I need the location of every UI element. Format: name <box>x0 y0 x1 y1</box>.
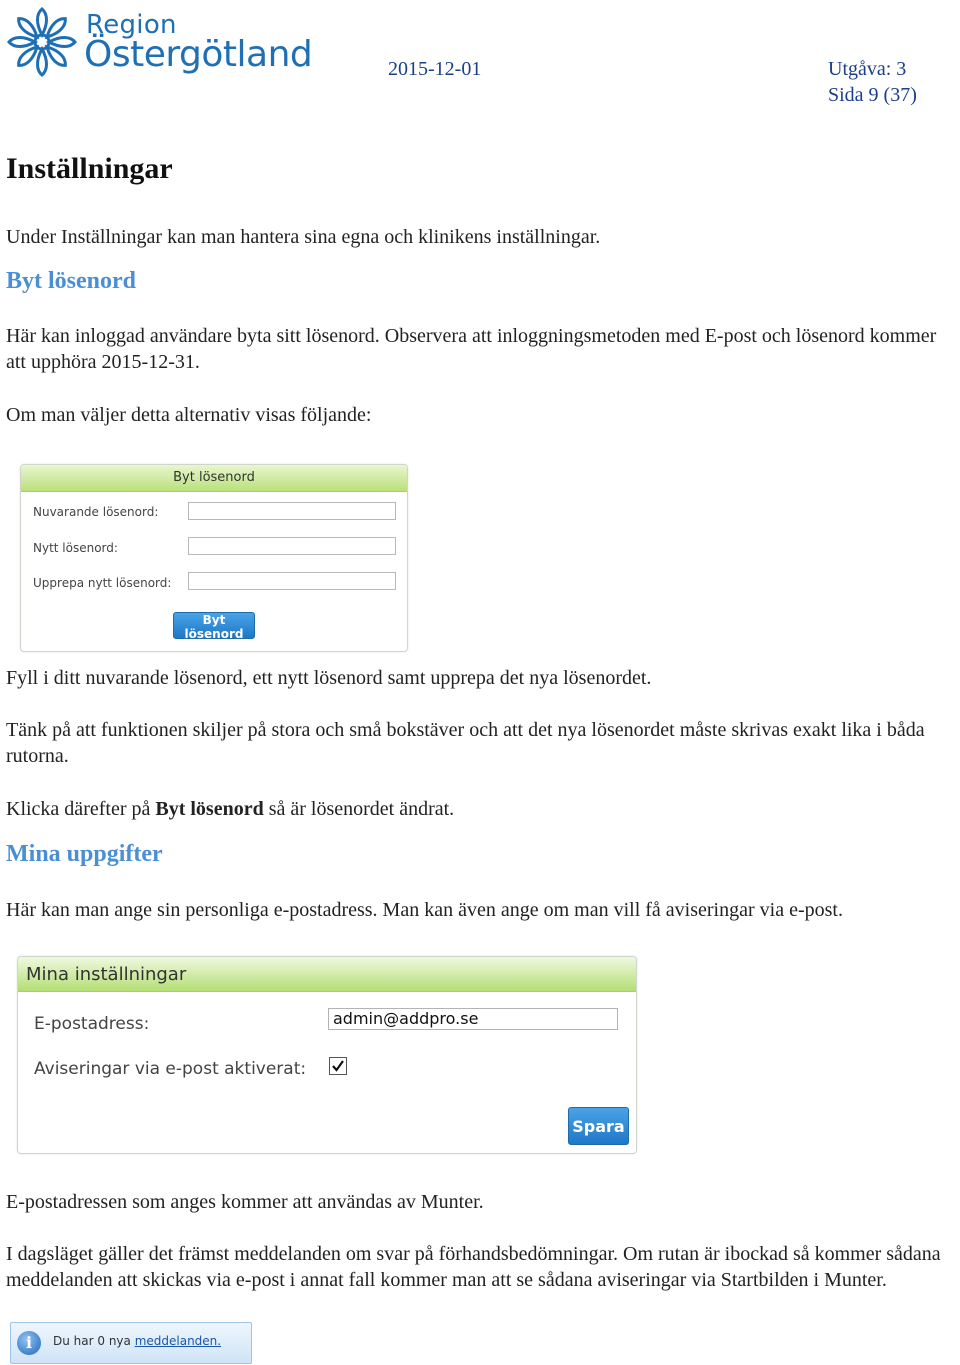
repeat-password-input[interactable] <box>188 572 396 590</box>
doc-date: 2015-12-01 <box>388 58 482 80</box>
repeat-password-label: Upprepa nytt lösenord: <box>33 576 172 590</box>
paragraph-byt-1: Här kan inloggad användare byta sitt lösenord. Observera att inloggningsmetoden med E-post och lösenord kommer att upphöra 2015-12-31. <box>6 325 937 373</box>
paragraph-byt-4: Tänk på att funktionen skiljer på stora och små bokstäver och att det nya lösenordet måste skrivas exakt lika i båda rutorna. <box>6 719 925 767</box>
new-password-input[interactable] <box>188 537 396 555</box>
logo-text-region: Region <box>86 10 177 40</box>
paragraph-byt-5-bold: Byt lösenord <box>155 798 264 820</box>
checkmark-icon <box>330 1058 346 1074</box>
email-label: E-postadress: <box>34 1014 150 1034</box>
notice-text-pre: Du har 0 nya <box>53 1334 135 1348</box>
notify-checkbox[interactable] <box>329 1057 347 1075</box>
my-settings-panel-title: Mina inställningar <box>18 957 636 992</box>
my-settings-panel <box>17 956 637 1154</box>
info-icon: i <box>17 1331 41 1355</box>
current-password-input[interactable] <box>188 502 396 520</box>
messages-link[interactable]: meddelanden. <box>134 1334 222 1348</box>
notify-label: Aviseringar via e-post aktiverat: <box>34 1059 307 1079</box>
doc-page-number: Sida 9 (37) <box>828 84 917 106</box>
paragraph-mina-2: E-postadressen som anges kommer att användas av Munter. <box>6 1191 484 1213</box>
email-input[interactable] <box>328 1008 618 1030</box>
intro-paragraph: Under Inställningar kan man hantera sina egna och klinikens inställningar. <box>6 226 601 248</box>
current-password-label: Nuvarande lösenord: <box>33 505 159 519</box>
new-messages-notice <box>10 1322 252 1364</box>
doc-edition: Utgåva: 3 <box>828 58 907 80</box>
paragraph-mina-3: I dagsläget gäller det främst meddelanden om svar på förhandsbedömningar. Om rutan är ibockad så kommer sådana meddelanden att skickas via e-post i annat fall kommer man att se sådana aviseringar via Startbilden i Munter. <box>6 1243 941 1291</box>
paragraph-byt-3: Fyll i ditt nuvarande lösenord, ett nytt lösenord samt upprepa det nya lösenordet. <box>6 667 652 689</box>
paragraph-mina-1: Här kan man ange sin personliga e-postadress. Man kan även ange om man vill få aviseringar via e-post. <box>6 899 843 921</box>
paragraph-byt-5-post: så är lösenordet ändrat. <box>263 798 455 820</box>
paragraph-byt-5 <box>6 796 956 822</box>
paragraph-byt-5-pre: Klicka därefter på <box>6 798 156 820</box>
logo-text-ostergotland: Östergötland <box>84 34 313 75</box>
paragraph-byt-2: Om man väljer detta alternativ visas följande: <box>6 404 372 426</box>
heading-mina-uppgifter: Mina uppgifter <box>6 841 163 867</box>
heading-byt-losenord: Byt lösenord <box>6 268 137 294</box>
notice-text <box>53 1334 221 1348</box>
save-button[interactable]: Spara <box>568 1107 629 1145</box>
flower-logo-icon <box>6 6 78 78</box>
page-title: Inställningar <box>6 152 173 185</box>
new-password-label: Nytt lösenord: <box>33 541 118 555</box>
change-password-button[interactable]: Byt lösenord <box>173 612 255 639</box>
change-password-panel-title: Byt lösenord <box>21 465 407 492</box>
change-password-panel <box>20 464 408 652</box>
region-logo <box>6 4 313 78</box>
